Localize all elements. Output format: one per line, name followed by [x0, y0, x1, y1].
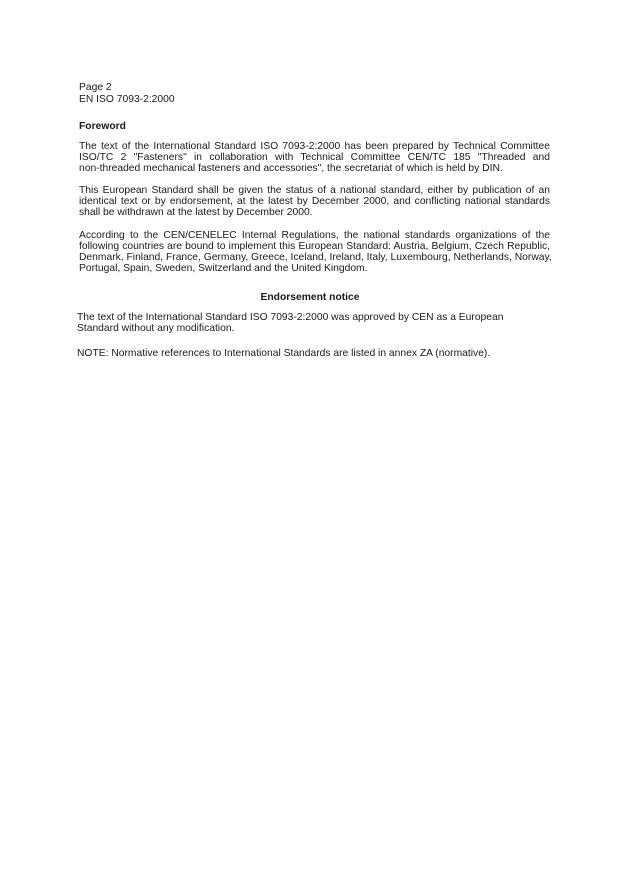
endorsement-heading: Endorsement notice	[260, 292, 360, 303]
paragraph-line: shall be withdrawn at the latest by December 2000.	[79, 207, 313, 218]
paragraph-line: non-threaded mechanical fasteners and accessories", the secretariat of which is held by DIN.	[79, 163, 503, 174]
paragraph-line: The text of the International Standard ISO 7093-2:2000 was approved by CEN as a European	[77, 312, 504, 323]
note-text: NOTE: Normative references to International Standards are listed in annex ZA (normative).	[77, 348, 491, 359]
paragraph-line: following countries are bound to implement this European Standard: Austria, Belgium, Czech Republic,	[79, 241, 550, 252]
page-number: Page 2	[79, 82, 112, 93]
foreword-heading: Foreword	[79, 121, 126, 132]
paragraph-line: Standard without any modification.	[77, 323, 235, 334]
paragraph-line: This European Standard shall be given the status of a national standard, either by publication of an	[79, 185, 550, 196]
paragraph-line: identical text or by endorsement, at the latest by December 2000, and conflicting national standards	[79, 196, 550, 207]
paragraph-line: According to the CEN/CENELEC Internal Regulations, the national standards organizations of the	[79, 230, 550, 241]
paragraph-line: ISO/TC 2 "Fasteners" in collaboration with Technical Committee CEN/TC 185 "Threaded and	[79, 152, 550, 163]
paragraph-line: The text of the International Standard ISO 7093-2:2000 has been prepared by Technical Committee	[79, 141, 550, 152]
document-id: EN ISO 7093-2:2000	[79, 94, 175, 105]
paragraph-line: Portugal, Spain, Sweden, Switzerland and the United Kingdom.	[79, 263, 368, 274]
paragraph-line: Denmark, Finland, France, Germany, Greece, Iceland, Ireland, Italy, Luxembourg, Netherlands, Norway,	[79, 252, 552, 263]
